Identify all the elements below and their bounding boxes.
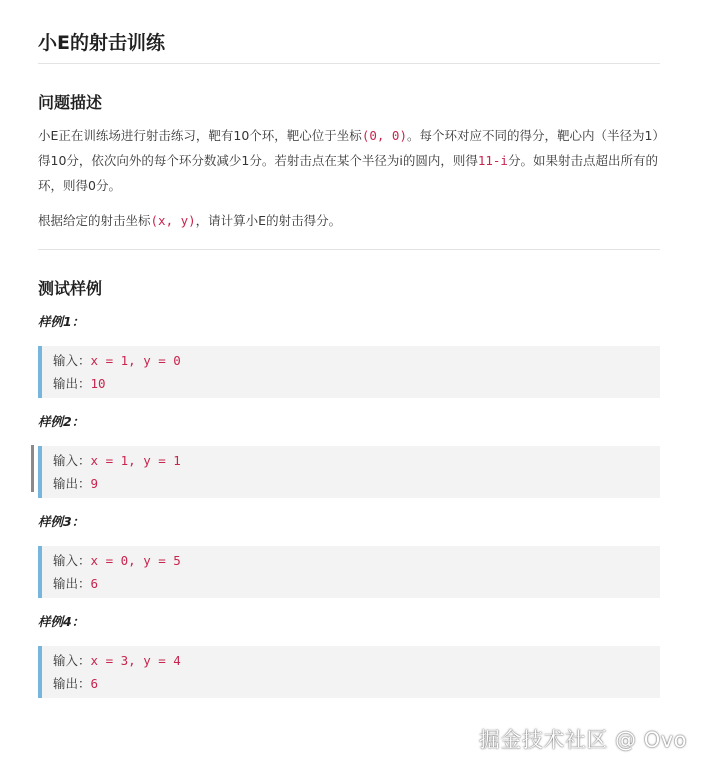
output-value: 6 bbox=[90, 576, 99, 591]
input-label: 输入： bbox=[53, 453, 91, 468]
example-label: 样例4： bbox=[38, 614, 85, 629]
article bbox=[38, 0, 660, 698]
problem-paragraph bbox=[38, 123, 660, 198]
example-label: 样例1： bbox=[38, 314, 85, 329]
example-input-line bbox=[53, 349, 660, 372]
section-divider bbox=[38, 249, 660, 250]
task-text-b: ，请计算小E的射击得分。 bbox=[195, 213, 342, 228]
example-output-line bbox=[53, 472, 660, 495]
page-title: 小E的射击训练 bbox=[38, 0, 660, 64]
example-output-line bbox=[53, 572, 660, 595]
input-label: 输入： bbox=[53, 653, 91, 668]
example-input-line bbox=[53, 549, 660, 572]
input-value: x = 0, y = 5 bbox=[90, 553, 181, 568]
inline-code-coordinate: (x, y) bbox=[150, 213, 196, 228]
watermark: 掘金技术社区 @ Ovo bbox=[478, 728, 687, 752]
example-block bbox=[38, 446, 660, 498]
task-paragraph bbox=[38, 208, 660, 233]
example-output-line bbox=[53, 372, 660, 395]
input-value: x = 3, y = 4 bbox=[90, 653, 181, 668]
example-output-line bbox=[53, 672, 660, 695]
inline-code-origin: (0, 0) bbox=[361, 128, 407, 143]
example-input-line bbox=[53, 649, 660, 672]
example-label: 样例2： bbox=[38, 414, 85, 429]
example-block bbox=[38, 346, 660, 398]
example-label: 样例3： bbox=[38, 514, 85, 529]
output-value: 6 bbox=[90, 676, 99, 691]
scroll-marker bbox=[31, 445, 34, 492]
problem-text-b: 。每个环对应不同的得分，靶心内（半径为1）得10分，依次向外的每个环分数减少1分。若射击点在某个半径为i的圆内，则得 bbox=[38, 128, 659, 168]
input-value: x = 1, y = 1 bbox=[90, 453, 181, 468]
input-label: 输入： bbox=[53, 353, 91, 368]
problem-text-c: 分。如果射击点超出所有的环，则得0分。 bbox=[38, 153, 658, 193]
example-block bbox=[38, 646, 660, 698]
output-label: 输出： bbox=[53, 676, 91, 691]
output-label: 输出： bbox=[53, 576, 91, 591]
tests-heading: 测试样例 bbox=[38, 279, 103, 298]
example-block bbox=[38, 546, 660, 598]
task-text-a: 根据给定的射击坐标 bbox=[38, 213, 151, 228]
output-value: 10 bbox=[90, 376, 106, 391]
output-value: 9 bbox=[90, 476, 99, 491]
input-value: x = 1, y = 0 bbox=[90, 353, 181, 368]
inline-code-formula: 11-i bbox=[477, 153, 508, 168]
problem-text-a: 小E正在训练场进行射击练习，靶有10个环，靶心位于坐标 bbox=[38, 128, 362, 143]
problem-heading: 问题描述 bbox=[38, 93, 103, 112]
output-label: 输出： bbox=[53, 376, 91, 391]
example-input-line bbox=[53, 449, 660, 472]
output-label: 输出： bbox=[53, 476, 91, 491]
input-label: 输入： bbox=[53, 553, 91, 568]
